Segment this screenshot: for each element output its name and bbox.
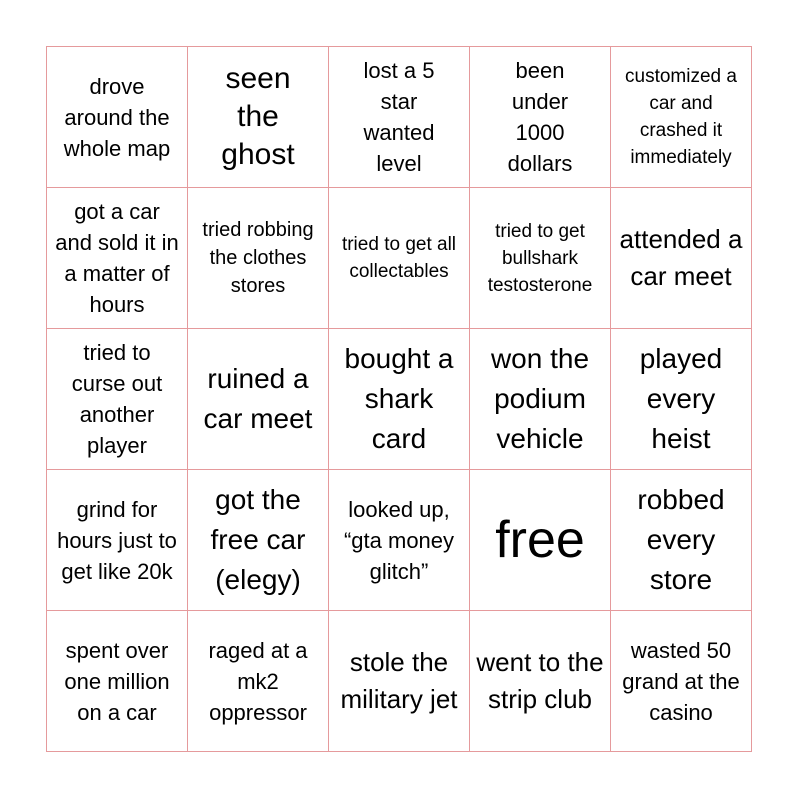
bingo-cell[interactable] xyxy=(47,188,188,329)
bingo-cell[interactable] xyxy=(329,188,470,329)
cell-text: tried to get all collectables xyxy=(341,234,457,282)
bingo-cell[interactable] xyxy=(329,611,470,752)
cell-text: went to the strip club xyxy=(476,647,604,714)
cell-text: attended a car meet xyxy=(619,224,743,291)
bingo-cell[interactable] xyxy=(188,188,329,329)
cell-text: won the podium vehicle xyxy=(490,343,590,454)
bingo-cell[interactable] xyxy=(611,329,752,470)
bingo-cell[interactable] xyxy=(470,329,611,470)
cell-text: raged at a mk2 oppressor xyxy=(208,637,308,725)
bingo-cell[interactable] xyxy=(47,470,188,611)
cell-text: got a car and sold it in a matter of hours xyxy=(55,199,179,317)
cell-text: looked up, “gta money glitch” xyxy=(343,496,455,584)
bingo-cell[interactable] xyxy=(47,329,188,470)
cell-text: spent over one million on a car xyxy=(64,637,170,725)
bingo-cell[interactable] xyxy=(47,47,188,188)
cell-text: got the free car (elegy) xyxy=(210,484,306,595)
bingo-cell[interactable] xyxy=(188,470,329,611)
bingo-cell[interactable] xyxy=(611,611,752,752)
bingo-cell[interactable] xyxy=(470,611,611,752)
bingo-cell[interactable] xyxy=(470,47,611,188)
bingo-cell[interactable] xyxy=(188,329,329,470)
bingo-cell[interactable] xyxy=(188,611,329,752)
cell-text: grind for hours just to get like 20k xyxy=(57,496,177,584)
cell-text: customized a car and crashed it immediately xyxy=(625,66,737,168)
cell-text: played every heist xyxy=(639,343,723,454)
cell-text: stole the military jet xyxy=(340,647,458,714)
cell-text: tried robbing the clothes stores xyxy=(202,219,314,297)
bingo-cell[interactable] xyxy=(611,188,752,329)
cell-text: robbed every store xyxy=(637,484,725,595)
bingo-cell[interactable] xyxy=(611,470,752,611)
bingo-cell[interactable] xyxy=(470,188,611,329)
cell-text: tried to get bullshark testosterone xyxy=(487,220,593,296)
bingo-cell[interactable] xyxy=(611,47,752,188)
cell-text: seen the ghost xyxy=(221,62,295,171)
bingo-cell[interactable] xyxy=(329,47,470,188)
cell-text: wasted 50 grand at the casino xyxy=(622,637,740,725)
cell-text: bought a shark card xyxy=(344,343,454,454)
cell-text: lost a 5 star wanted level xyxy=(363,58,435,176)
free-space-text: free xyxy=(495,511,585,569)
cell-text: tried to curse out another player xyxy=(71,340,163,458)
bingo-cell-free[interactable] xyxy=(470,470,611,611)
cell-text: ruined a car meet xyxy=(203,363,313,434)
bingo-cell[interactable] xyxy=(329,329,470,470)
bingo-cell[interactable] xyxy=(47,611,188,752)
bingo-board xyxy=(46,46,752,752)
bingo-cell[interactable] xyxy=(188,47,329,188)
bingo-cell[interactable] xyxy=(329,470,470,611)
cell-text: drove around the whole map xyxy=(63,73,171,161)
cell-text: been under 1000 dollars xyxy=(507,58,573,176)
